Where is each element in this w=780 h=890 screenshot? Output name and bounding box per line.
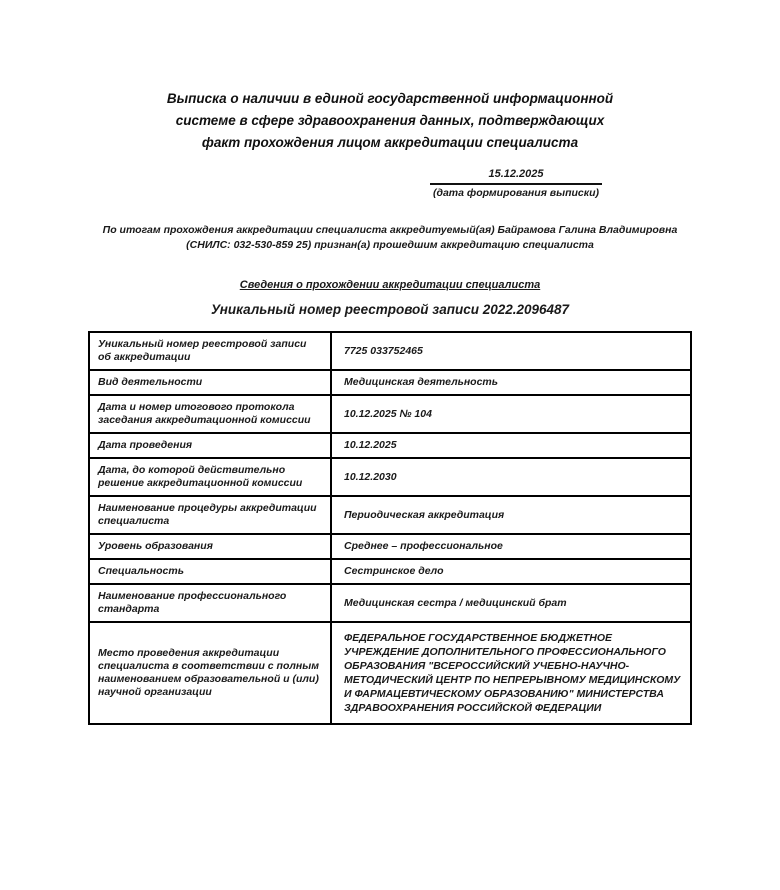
table-row (89, 496, 691, 534)
table-row (89, 559, 691, 584)
row-value: 10.12.2025 № 104 (331, 395, 691, 433)
table-row (89, 458, 691, 496)
row-label: Вид деятельности (89, 370, 331, 395)
row-value: ФЕДЕРАЛЬНОЕ ГОСУДАРСТВЕННОЕ БЮДЖЕТНОЕ УЧРЕЖДЕНИЕ ДОПОЛНИТЕЛЬНОГО ПРОФЕССИОНАЛЬНОГО ОБРАЗОВАНИЯ "ВСЕРОССИЙСКИЙ УЧЕБНО-НАУЧНО-МЕТОДИЧЕСКИЙ ЦЕНТР ПО НЕПРЕРЫВНОМУ МЕДИЦИНСКОМУ И ФАРМАЦЕВТИЧЕСКОМУ ОБРАЗОВАНИЮ" МИНИСТЕРСТВА ЗДРАВООХРАНЕНИЯ РОССИЙСКОЙ ФЕДЕРАЦИИ (331, 622, 691, 724)
table-row (89, 534, 691, 559)
extract-date-caption: (дата формирования выписки) (432, 187, 600, 199)
row-label: Уровень образования (89, 534, 331, 559)
extract-date-block (430, 168, 602, 199)
table-row (89, 395, 691, 433)
row-value: Среднее – профессиональное (331, 534, 691, 559)
row-label: Специальность (89, 559, 331, 584)
registry-record-heading: Уникальный номер реестровой записи 2022.2096487 (210, 302, 570, 317)
row-label: Дата проведения (89, 433, 331, 458)
row-value: Медицинская сестра / медицинский брат (331, 584, 691, 622)
intro-paragraph: По итогам прохождения аккредитации специалиста аккредитуемый(ая) Байрамова Галина Владимировна (СНИЛС: 032-530-859 25) признан(а) прошедшим аккредитацию специалиста (102, 224, 678, 251)
table-row (89, 433, 691, 458)
table-row (89, 622, 691, 724)
row-label: Уникальный номер реестровой записи об аккредитации (89, 332, 331, 370)
accreditation-table (88, 331, 692, 725)
row-label: Место проведения аккредитации специалиста в соответствии с полным наименованием образовательной и (или) научной организации (89, 622, 331, 724)
row-label: Наименование процедуры аккредитации специалиста (89, 496, 331, 534)
row-label: Дата и номер итогового протокола заседания аккредитационной комиссии (89, 395, 331, 433)
section-heading: Сведения о прохождении аккредитации специалиста (239, 279, 541, 291)
document-title: Выписка о наличии в единой государственной информационной системе в сфере здравоохранения данных, подтверждающих факт прохождения лицом аккредитации специалиста (166, 91, 614, 150)
extract-date: 15.12.2025 (430, 168, 602, 185)
row-label: Наименование профессионального стандарта (89, 584, 331, 622)
row-value: Периодическая аккредитация (331, 496, 691, 534)
row-value: 7725 033752465 (331, 332, 691, 370)
table-row (89, 584, 691, 622)
row-value: Сестринское дело (331, 559, 691, 584)
row-label: Дата, до которой действительно решение аккредитационной комиссии (89, 458, 331, 496)
row-value: Медицинская деятельность (331, 370, 691, 395)
row-value: 10.12.2025 (331, 433, 691, 458)
table-row (89, 370, 691, 395)
table-row (89, 332, 691, 370)
row-value: 10.12.2030 (331, 458, 691, 496)
